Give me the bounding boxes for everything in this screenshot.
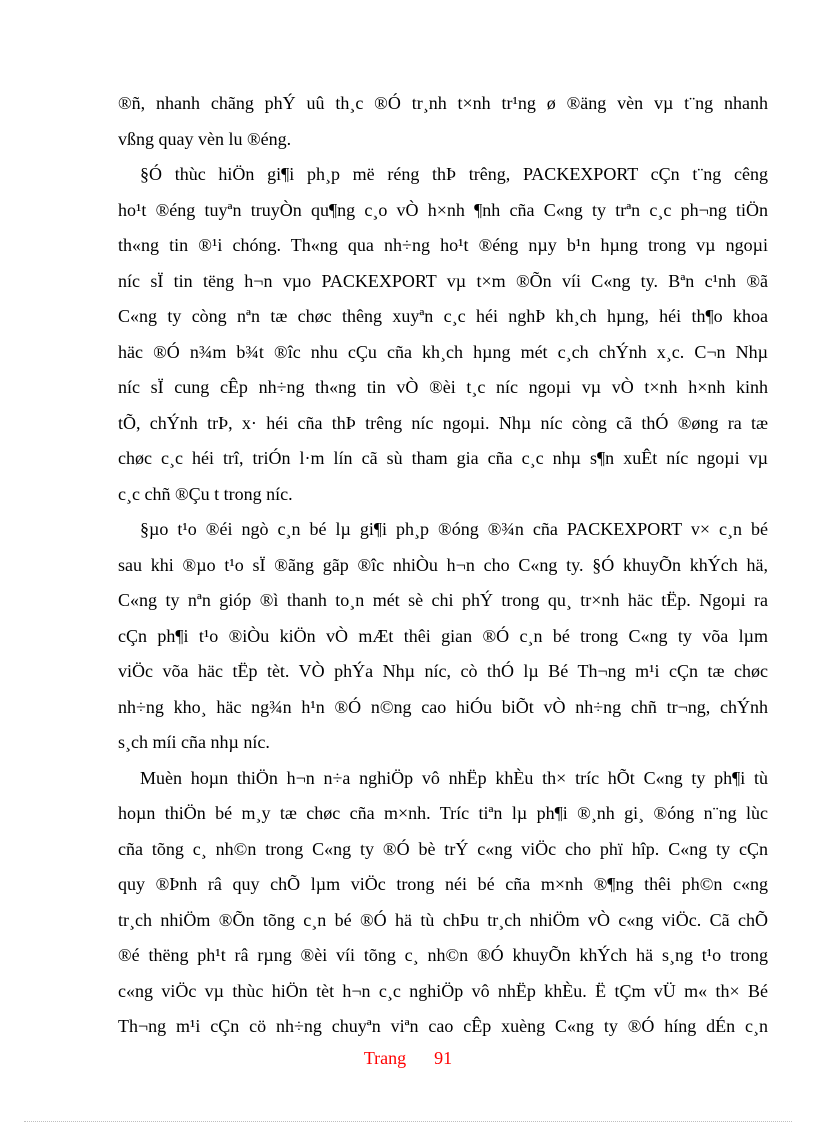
text-line: ®é thëng ph¹t râ rµng ®èi víi tõng c¸ nh©n ®Ó khuyÕn khÝch hä s¸ng t¹o trong bbox=[118, 945, 768, 965]
text-line: ®ñ, nhanh chãng phÝ uû th¸c ®Ó tr¸nh t×nh tr¹ng ø ®äng vèn vµ t¨ng nhanh bbox=[118, 93, 768, 113]
text-line: th«ng tin ®¹i chóng. Th«ng qua nh÷ng ho¹t ®éng nµy b¹n hµng trong vµ ngoµi bbox=[118, 235, 768, 255]
text-line: níc sÏ cung cÊp nh÷ng th«ng tin vÒ ®èi t¸c níc ngoµi vµ vÒ t×nh h×nh kinh bbox=[118, 377, 768, 397]
text-line: s¸ch míi cña nhµ níc. bbox=[118, 732, 270, 752]
text-line: c«ng viÖc vµ thùc hiÖn tèt h¬n c¸c nghiÖp vô nhËp khÈu. Ë tÇm vÜ m« th× Bé bbox=[118, 980, 768, 1001]
text-line: C«ng ty còng nªn tæ chøc thêng xuyªn c¸c héi nghÞ kh¸ch hµng, héi th¶o khoa bbox=[118, 306, 768, 326]
text-line: c¸c chñ ®Çu t trong níc. bbox=[118, 483, 293, 504]
text-line: C«ng ty nªn gióp ®ì thanh to¸n mét sè chi phÝ trong qu¸ tr×nh häc tËp. Ngoµi ra bbox=[118, 590, 768, 610]
text-line: Th¬ng m¹i cÇn cö nh÷ng chuyªn viªn cao cÊp xuèng C«ng ty ®Ó híng dÉn c¸n bbox=[118, 1016, 768, 1036]
text-line: cña tõng c¸ nh©n trong C«ng ty ®Ó bè trÝ c«ng viÖc cho phï hîp. C«ng ty cÇn bbox=[118, 838, 768, 859]
text-line: níc sÏ tin tëng h¬n vµo PACKEXPORT vµ t×m ®Õn víi C«ng ty. Bªn c¹nh ®ã bbox=[118, 270, 768, 291]
paragraph-start-line: §µo t¹o ®éi ngò c¸n bé lµ gi¶i ph¸p ®óng ®¾n cña PACKEXPORT v× c¸n bé bbox=[140, 519, 768, 539]
text-line: viÖc võa häc tËp tèt. VÒ phÝa Nhµ níc, cò thÓ lµ Bé Th¬ng m¹i cÇn tæ chøc bbox=[118, 661, 768, 681]
text-line: tÕ, chÝnh trÞ, x· héi cña thÞ trêng níc ngoµi. Nhµ níc còng cã thÓ ®øng ra tæ bbox=[118, 412, 768, 433]
text-line: vßng quay vèn lu ®éng. bbox=[118, 128, 292, 149]
paragraph-start-line: §Ó thùc hiÖn gi¶i ph¸p më réng thÞ trêng, PACKEXPORT cÇn t¨ng cêng bbox=[140, 164, 768, 184]
footer-page-label: Trang bbox=[363, 1048, 407, 1068]
page-footer bbox=[0, 1048, 816, 1069]
footer-page-number: 91 bbox=[434, 1048, 453, 1068]
paragraph-start-line: Muèn hoµn thiÖn h¬n n÷a nghiÖp vô nhËp khÈu th× tríc hÕt C«ng ty ph¶i tù bbox=[140, 767, 768, 788]
text-line: cÇn ph¶i t¹o ®iÒu kiÖn vÒ mÆt thêi gian ®Ó c¸n bé trong C«ng ty võa lµm bbox=[118, 625, 768, 646]
text-line: tr¸ch nhiÖm ®Õn tõng c¸n bé ®Ó hä tù chÞu tr¸ch nhiÖm vÒ c«ng viÖc. Cã chÕ bbox=[118, 909, 768, 930]
text-line: sau khi ®µo t¹o sÏ ®ãng gãp ®îc nhiÒu h¬n cho C«ng ty. §Ó khuyÕn khÝch hä, bbox=[118, 554, 768, 575]
text-line: hoµn thiÖn bé m¸y tæ chøc cña m×nh. Tríc tiªn lµ ph¶i ®¸nh gi¸ ®óng n¨ng lùc bbox=[118, 803, 768, 823]
text-line: chøc c¸c héi trî, triÓn l·m lín cã sù tham gia cña c¸c nhµ s¶n xuÊt níc ngoµi vµ bbox=[118, 448, 768, 468]
body-text bbox=[118, 86, 768, 1045]
text-line: quy ®Þnh râ quy chÕ lµm viÖc trong néi bé cña m×nh ®¶ng thêi ph©n c«ng bbox=[118, 874, 768, 894]
text-line: häc ®Ó n¾m b¾t ®îc nhu cÇu cña kh¸ch hµng mét c¸ch chÝnh x¸c. C¬n Nhµ bbox=[118, 341, 768, 362]
text-line: ho¹t ®éng tuyªn truyÒn qu¶ng c¸o vÒ h×nh ¶nh cña C«ng ty trªn c¸c ph¬ng tiÖn bbox=[118, 199, 768, 220]
page-bottom-divider bbox=[24, 1121, 792, 1122]
text-line: nh÷ng kho¸ häc ng¾n h¹n ®Ó n©ng cao hiÓu biÕt vÒ nh÷ng chñ tr¬ng, chÝnh bbox=[118, 696, 768, 717]
